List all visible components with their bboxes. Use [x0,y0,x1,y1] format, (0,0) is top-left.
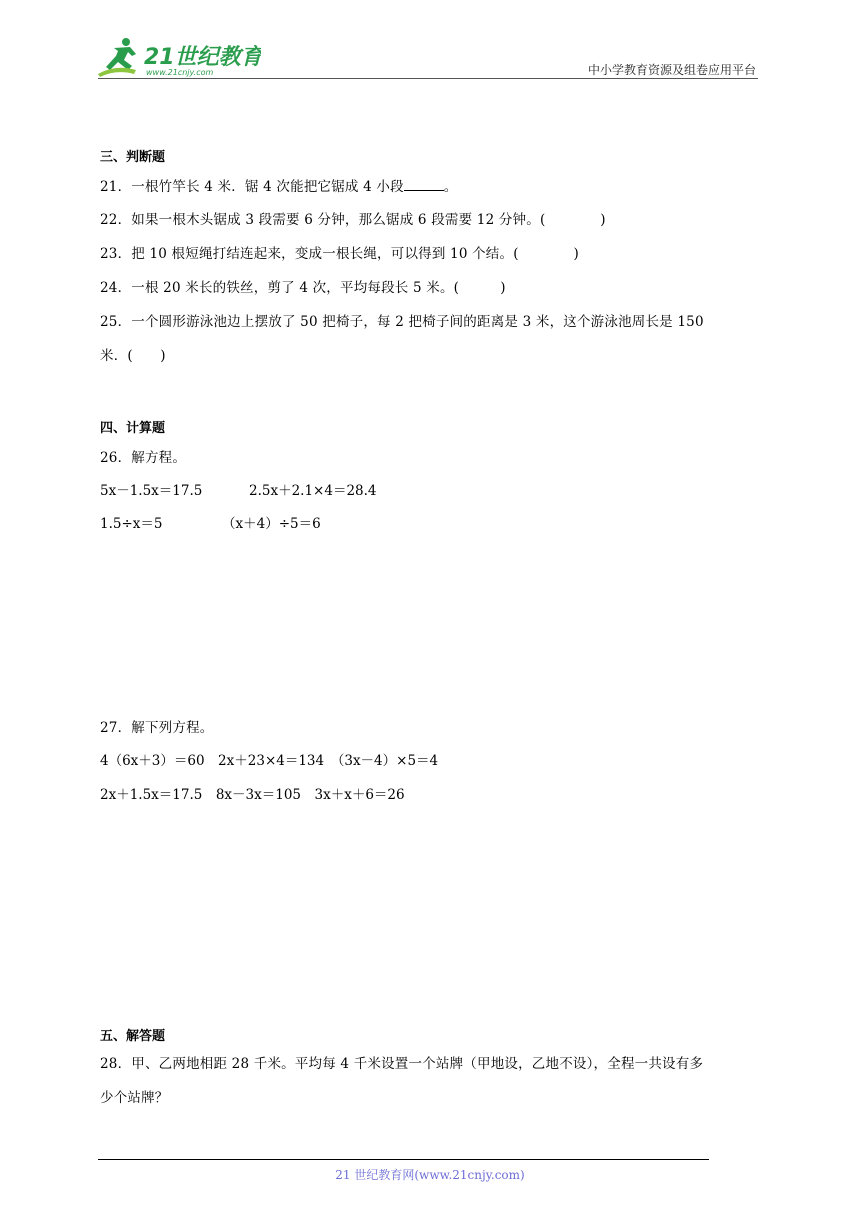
equation-26-1: 5x－1.5x＝17.5 [100,483,203,499]
equation-27-row2: 2x＋1.5x＝17.5 8x－3x＝105 3x＋x＋6＝26 [100,787,405,803]
question-26: 26．解方程。 [100,450,187,466]
footer-text[interactable]: 21 世纪教育网(www.21cnjy.com) [335,1168,525,1182]
footer-divider [98,1159,709,1160]
question-25-line1: 25．一个圆形游泳池边上摆放了 50 把椅子，每 2 把椅子间的距离是 3 米，这个游泳池周长是 150 [100,314,704,330]
question-21 [100,175,458,195]
question-28-line2: 少个站牌？ [100,1090,169,1106]
answer-blank[interactable] [404,178,444,191]
header-divider [98,78,758,79]
logo-main-text: 21世纪教育 [144,45,261,70]
logo-url-text: www.21cnjy.com [146,68,214,77]
section-title-judgement: 三、判断题 [100,150,166,165]
equation-27-row1: 4（6x＋3）＝60 2x＋23×4＝134 （3x－4）×5＝4 [100,753,439,769]
question-28-line1: 28．甲、乙两地相距 28 千米。平均每 4 千米设置一个站牌（甲地设，乙地不设），全程一共设有多 [100,1056,704,1072]
question-22: 22．如果一根木头锯成 3 段需要 6 分钟，那么锯成 6 段需要 12 分钟。( ) [100,212,606,228]
question-25-line2: 米．( ) [100,348,166,364]
section-title-answer: 五、解答题 [100,1029,166,1044]
question-27: 27．解下列方程。 [100,720,214,736]
question-23: 23．把 10 根短绳打结连起来，变成一根长绳，可以得到 10 个结。( ) [100,246,579,262]
equation-26-4: （x＋4）÷5＝6 [222,516,321,532]
question-24: 24．一根 20 米长的铁丝，剪了 4 次，平均每段长 5 米。( ) [100,280,506,296]
header-platform-text: 中小学教育资源及组卷应用平台 [587,63,756,77]
equation-26-3: 1.5÷x＝5 [100,516,163,532]
site-logo [96,34,261,80]
equation-26-2: 2.5x＋2.1×4＝28.4 [249,483,377,499]
question-21-text: 21．一根竹竿长 4 米．锯 4 次能把它锯成 4 小段 [100,179,404,195]
section-title-calculation: 四、计算题 [100,421,166,436]
running-person-icon [98,38,136,77]
question-21-end: 。 [443,179,458,195]
